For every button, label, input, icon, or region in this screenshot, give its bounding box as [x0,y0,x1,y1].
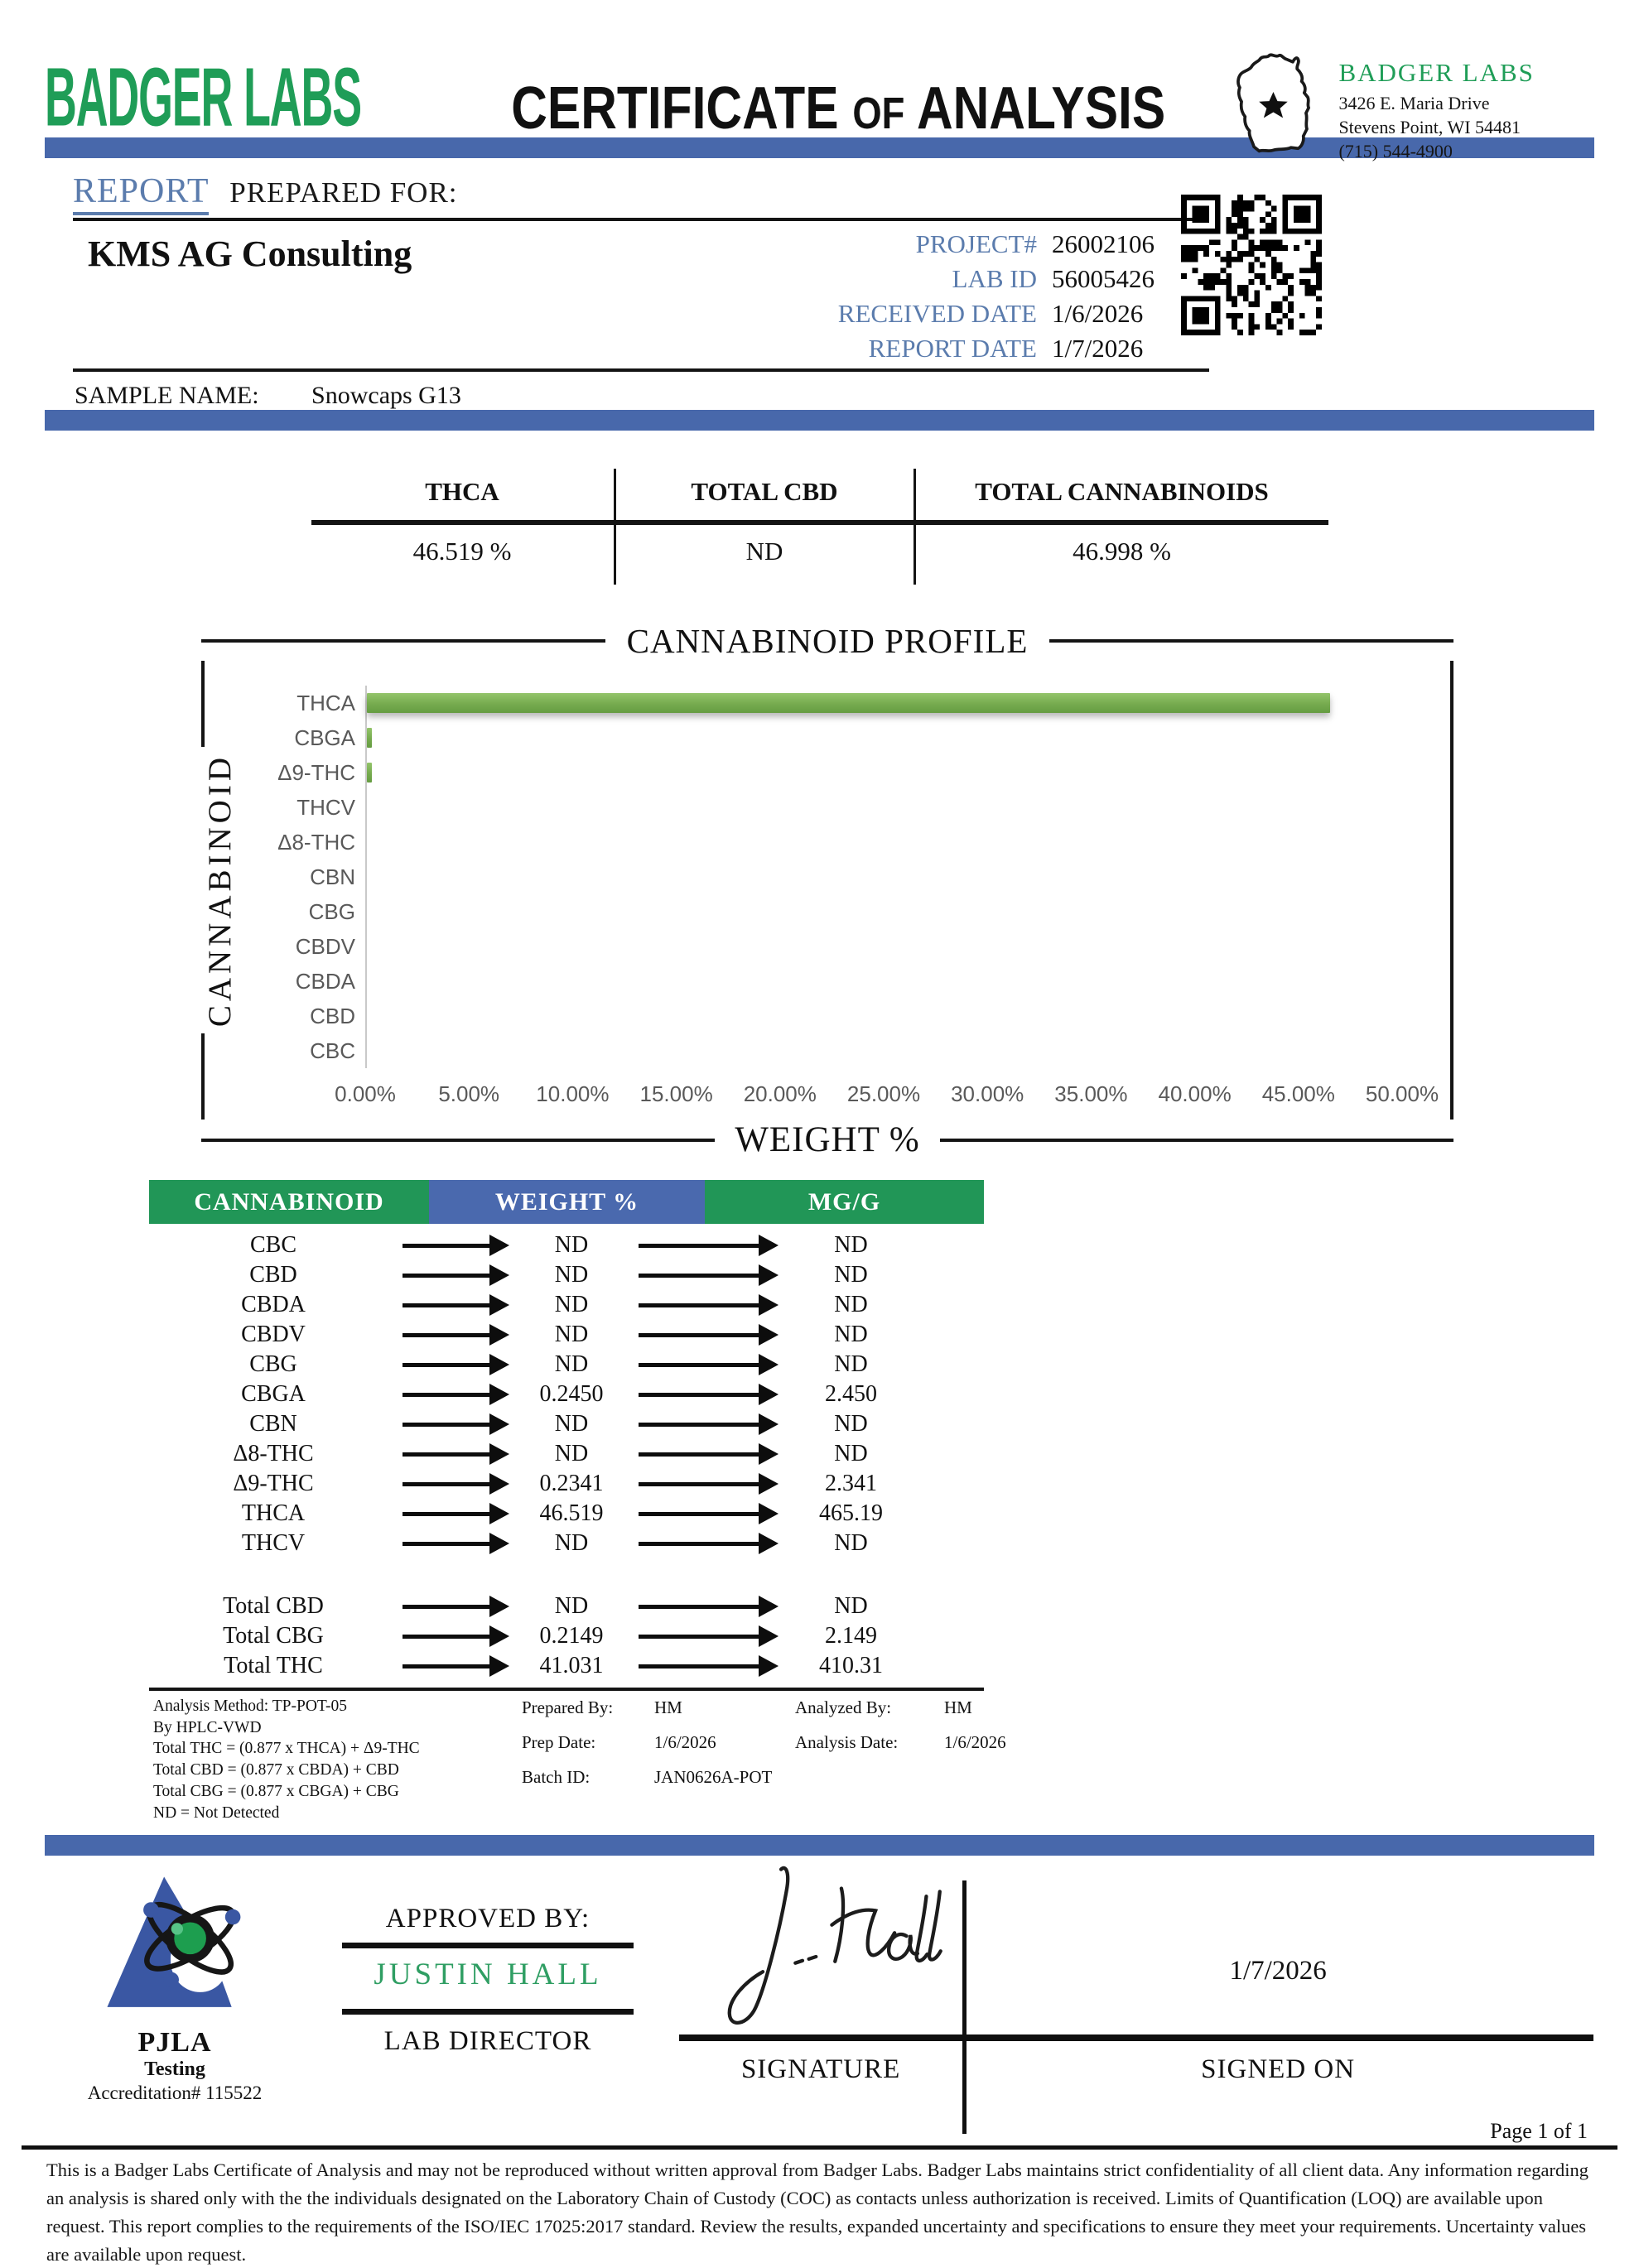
lab-address-line1: 3426 E. Maria Drive [1338,93,1490,113]
lab-phone: (715) 544-4900 [1338,141,1453,162]
x-axis-tick-label: 45.00% [1261,1081,1335,1106]
chart-bar-row [296,686,1402,720]
summary-total-value: 46.998 % [1073,537,1171,566]
chart-category-label: CBGA [294,725,355,750]
analyzed-by-block [795,1696,1031,1823]
weight-percent-value: ND [554,1530,589,1556]
frame-line [940,1139,1453,1142]
arrow-icon [398,1596,509,1617]
weight-percent-value: ND [554,1232,589,1258]
table-row [149,1409,984,1439]
arrow-icon [398,1655,509,1677]
summary-results [311,469,1328,585]
method-note-line: By HPLC-VWD [153,1718,262,1736]
chart-bar-row [310,860,1402,894]
frame-line [201,661,205,747]
arrow-icon [634,1443,779,1465]
x-axis-tick-label: 35.00% [1054,1081,1128,1106]
note-pair [795,1697,1031,1718]
lab-address-line2: Stevens Point, WI 54481 [1338,117,1521,138]
pjla-logo-icon [94,1867,256,2021]
page-header [0,0,1639,162]
arrow-icon [398,1473,509,1495]
arrow-icon [398,1354,509,1375]
note-pair-value: 1/6/2026 [944,1732,1006,1752]
field-value-labid: 56005426 [1052,264,1155,293]
chart-category-label: Δ9-THC [277,759,355,785]
arrow-icon [634,1473,779,1495]
weight-percent-value: ND [554,1411,589,1437]
table-row [149,1230,984,1260]
approver-title: LAB DIRECTOR [383,2026,592,2057]
rule [22,2145,1617,2150]
table-row [149,1529,984,1558]
lab-address-block [1227,43,1598,167]
disclaimer-text: This is a Badger Labs Certificate of Analysis and may not be reproduced without written approval from Badger Labs. Badger Labs maintains strict confidentiality of all client data. Any information regarding an analysis is shared only with the the individuals designated on the Laboratory Chain of Custody (COC) as contacts unless authorization is received. Limits of Quantification (LOQ) are available upon request. This report complies to the requirements of the ISO/IEC 17025:2017 standard. Review the results, expanded uncertainty and specifications to ensure they meet your requirements. Uncertainty values are available upon request. [46,2160,1588,2265]
page-number: Page 1 of 1 [1490,2119,1588,2144]
chart-bar-row [295,929,1402,964]
chart-bar [367,763,372,782]
note-pair-label: Batch ID: [522,1767,591,1787]
mg-per-g-value: ND [834,1411,868,1437]
field-value-reportdate: 1/7/2026 [1052,334,1144,363]
weight-percent-value: 0.2149 [539,1623,604,1649]
arrow-icon [634,1294,779,1316]
approved-by-label: APPROVED BY: [385,1904,591,1934]
analyte-name: THCA [241,1500,306,1526]
column-header-mgg: MG/G [705,1180,984,1224]
report-fields [838,229,1201,364]
column-header-weight: WEIGHT % [429,1180,705,1224]
frame-line [1049,639,1453,643]
x-axis-tick-label: 30.00% [951,1081,1024,1106]
method-note-line: Total CBD = (0.877 x CBDA) + CBD [153,1761,399,1779]
field-value-received: 1/6/2026 [1052,299,1144,328]
arrow-icon [634,1413,779,1435]
mg-per-g-value: ND [834,1441,868,1466]
analysis-notes [153,1691,1031,1823]
sample-name-value: Snowcaps G13 [311,382,461,409]
chart-category-label: THCV [296,794,355,820]
x-axis-tick-label: 25.00% [846,1081,921,1106]
note-pair-value: HM [944,1697,972,1717]
mg-per-g-value: ND [834,1530,868,1556]
arrow-icon [398,1533,509,1554]
cannabinoid-table [149,1180,984,1691]
vertical-divider [962,1880,967,2134]
x-axis-tick-label: 10.00% [536,1081,610,1106]
summary-thca-value: 46.519 % [412,537,512,566]
cannabinoid-profile-chart [201,621,1453,1160]
sample-name-label: SAMPLE NAME: [75,382,259,409]
mg-per-g-value: ND [834,1292,868,1317]
rule [342,2009,634,2015]
weight-percent-value: ND [554,1262,589,1288]
arrow-icon [398,1324,509,1346]
weight-percent-value: 41.031 [539,1653,604,1678]
note-pair-value: HM [654,1697,682,1717]
chart-category-label: CBC [310,1038,355,1063]
table-row [149,1260,984,1290]
x-axis-tick-label: 15.00% [639,1081,713,1106]
summary-total-label: TOTAL CANNABINOIDS [916,469,1328,525]
note-pair-value: 1/6/2026 [654,1732,716,1752]
mg-per-g-value: 2.341 [825,1471,877,1496]
chart-category-label: CBDA [295,968,355,994]
arrow-icon [398,1503,509,1524]
weight-percent-value: ND [554,1322,589,1347]
weight-percent-value: 46.519 [539,1500,604,1526]
table-row [149,1320,984,1350]
weight-percent-value: ND [554,1441,589,1466]
x-axis-tick-label: 0.00% [335,1081,396,1106]
analyte-name: Total CBG [223,1623,324,1649]
chart-category-label: CBD [310,1003,355,1028]
pjla-name: PJLA [137,2027,212,2059]
page-title: CERTIFICATE OF ANALYSIS [511,75,1166,142]
field-label-project: PROJECT# [915,229,1037,258]
note-pair-label: Prep Date: [522,1732,596,1752]
note-pair-label: Prepared By: [522,1697,614,1717]
summary-thca-label: THCA [311,469,614,525]
arrow-icon [634,1264,779,1286]
note-pair [522,1767,795,1788]
chart-category-label: CBDV [295,933,355,959]
approver-name: JUSTIN HALL [374,1957,602,1992]
report-heading-rest: PREPARED FOR: [229,176,458,209]
x-axis-ticks [335,1068,1439,1115]
chart-bar-row [296,790,1402,825]
arrow-icon [634,1354,779,1375]
chart-title: CANNABINOID PROFILE [626,622,1029,660]
table-row [149,1350,984,1380]
weight-percent-value: ND [554,1292,589,1317]
x-axis-title: WEIGHT % [735,1120,920,1159]
analyte-name: CBDV [241,1322,306,1347]
mg-per-g-value: ND [834,1593,868,1619]
x-axis-tick-label: 40.00% [1158,1081,1232,1106]
weight-percent-value: ND [554,1593,589,1619]
analyte-name: CBD [249,1262,297,1288]
analyte-name: CBN [249,1411,297,1437]
arrow-icon [398,1443,509,1465]
column-header-cannabinoid: CANNABINOID [149,1180,429,1224]
badger-labs-logo [35,43,449,152]
x-axis-tick-label: 20.00% [743,1081,817,1106]
report-heading-accent: REPORT [73,172,209,215]
chart-bar-row [310,999,1402,1033]
method-note-line: Total THC = (0.877 x THCA) + Δ9-THC [153,1740,420,1758]
table-row [149,1290,984,1320]
signature-label: SIGNATURE [740,2054,901,2085]
note-pair [795,1732,1031,1753]
signed-on-date: 1/7/2026 [1229,1956,1327,1986]
mg-per-g-value: 465.19 [819,1500,883,1526]
arrow-icon [398,1625,509,1647]
table-row [149,1621,984,1651]
chart-bar-row [308,894,1402,929]
rule [342,1943,634,1948]
method-note-line: ND = Not Detected [153,1803,280,1822]
arrow-icon [634,1625,779,1647]
analyte-name: Total CBD [223,1593,324,1619]
wisconsin-map-icon [1227,43,1333,167]
method-note-line: Total CBG = (0.877 x CBGA) + CBG [153,1782,399,1800]
table-row [149,1380,984,1409]
y-axis-title: CANNABINOID [202,753,238,1028]
table-row [149,1439,984,1469]
chart-category-label: Δ8-THC [277,829,355,855]
qr-code [1181,195,1322,335]
badger-labs-logo-text: BADGER LABS [45,51,361,144]
analyte-name: Δ8-THC [233,1441,314,1466]
weight-percent-value: 0.2341 [539,1471,604,1496]
table-row [149,1591,984,1621]
analyte-name: THCV [241,1530,306,1556]
arrow-icon [634,1235,779,1256]
prepared-by-block [522,1696,795,1823]
note-pair-label: Analyzed By: [795,1697,892,1717]
chart-bar-row [295,964,1402,999]
table-body [149,1230,984,1558]
pjla-testing-label: Testing [144,2059,205,2081]
table-totals [149,1591,984,1681]
note-pair-value: JAN0626A-POT [654,1767,773,1787]
frame-line [201,1033,205,1120]
mg-per-g-value: 2.149 [825,1623,877,1649]
analyte-name: CBG [249,1351,297,1377]
field-label-reportdate: REPORT DATE [868,334,1037,363]
method-notes [153,1696,522,1823]
chart-plot-area [277,686,1402,1068]
x-axis-tick-label: 5.00% [438,1081,500,1106]
signature-block [679,1867,1593,2104]
note-pair [522,1732,795,1753]
arrow-icon [398,1384,509,1405]
table-row [149,1499,984,1529]
mg-per-g-value: 410.31 [819,1653,883,1678]
note-pair-label: Analysis Date: [795,1732,899,1752]
frame-line [201,639,605,643]
chart-bar-row [277,825,1402,860]
chart-bar-row [294,720,1402,755]
weight-percent-value: 0.2450 [539,1381,604,1407]
chart-bar [367,693,1330,713]
arrow-icon [634,1533,779,1554]
method-note-line: Analysis Method: TP-POT-05 [153,1697,348,1715]
arrow-icon [634,1503,779,1524]
field-label-received: RECEIVED DATE [837,299,1037,328]
arrow-icon [398,1294,509,1316]
frame-line [201,1139,715,1142]
mg-per-g-value: ND [834,1232,868,1258]
table-row [149,1469,984,1499]
weight-percent-value: ND [554,1351,589,1377]
signed-on-label: SIGNED ON [1201,2054,1356,2085]
client-name: KMS AG Consulting [88,234,412,274]
approval-section [62,1867,1593,2104]
mg-per-g-value: ND [834,1322,868,1347]
chart-category-label: CBG [308,898,355,924]
analyte-name: CBGA [241,1381,306,1407]
arrow-icon [398,1413,509,1435]
mg-per-g-value: 2.450 [825,1381,877,1407]
accreditation-number: Accreditation# 115522 [87,2083,263,2104]
arrow-icon [634,1596,779,1617]
chart-bar [367,728,372,748]
summary-cbd-value: ND [745,537,783,566]
chart-category-label: THCA [296,690,355,715]
field-label-labid: LAB ID [952,264,1037,293]
analyte-name: CBDA [241,1292,306,1317]
lab-name: BADGER LABS [1338,58,1535,87]
arrow-icon [634,1384,779,1405]
analyte-name: Total THC [224,1653,323,1678]
rule [73,368,1209,372]
analyte-name: CBC [249,1232,297,1258]
x-axis-tick-label: 50.00% [1365,1081,1439,1106]
arrow-icon [634,1655,779,1677]
report-info-section [73,171,1251,410]
table-row [149,1651,984,1681]
chart-bar-row [310,1033,1402,1068]
summary-cbd-label: TOTAL CBD [616,469,914,525]
chart-bar-row [277,755,1402,790]
arrow-icon [398,1235,509,1256]
report-heading [73,171,1251,211]
field-value-project: 26002106 [1052,229,1155,258]
analyte-name: Δ9-THC [233,1471,314,1496]
mg-per-g-value: ND [834,1351,868,1377]
divider-bar [45,410,1594,431]
mg-per-g-value: ND [834,1262,868,1288]
arrow-icon [634,1324,779,1346]
pjla-accreditation-block [62,1867,287,2104]
approved-by-block [342,1867,634,2104]
signature-icon [684,1842,957,2033]
arrow-icon [398,1264,509,1286]
note-pair [522,1697,795,1718]
chart-category-label: CBN [310,864,355,889]
